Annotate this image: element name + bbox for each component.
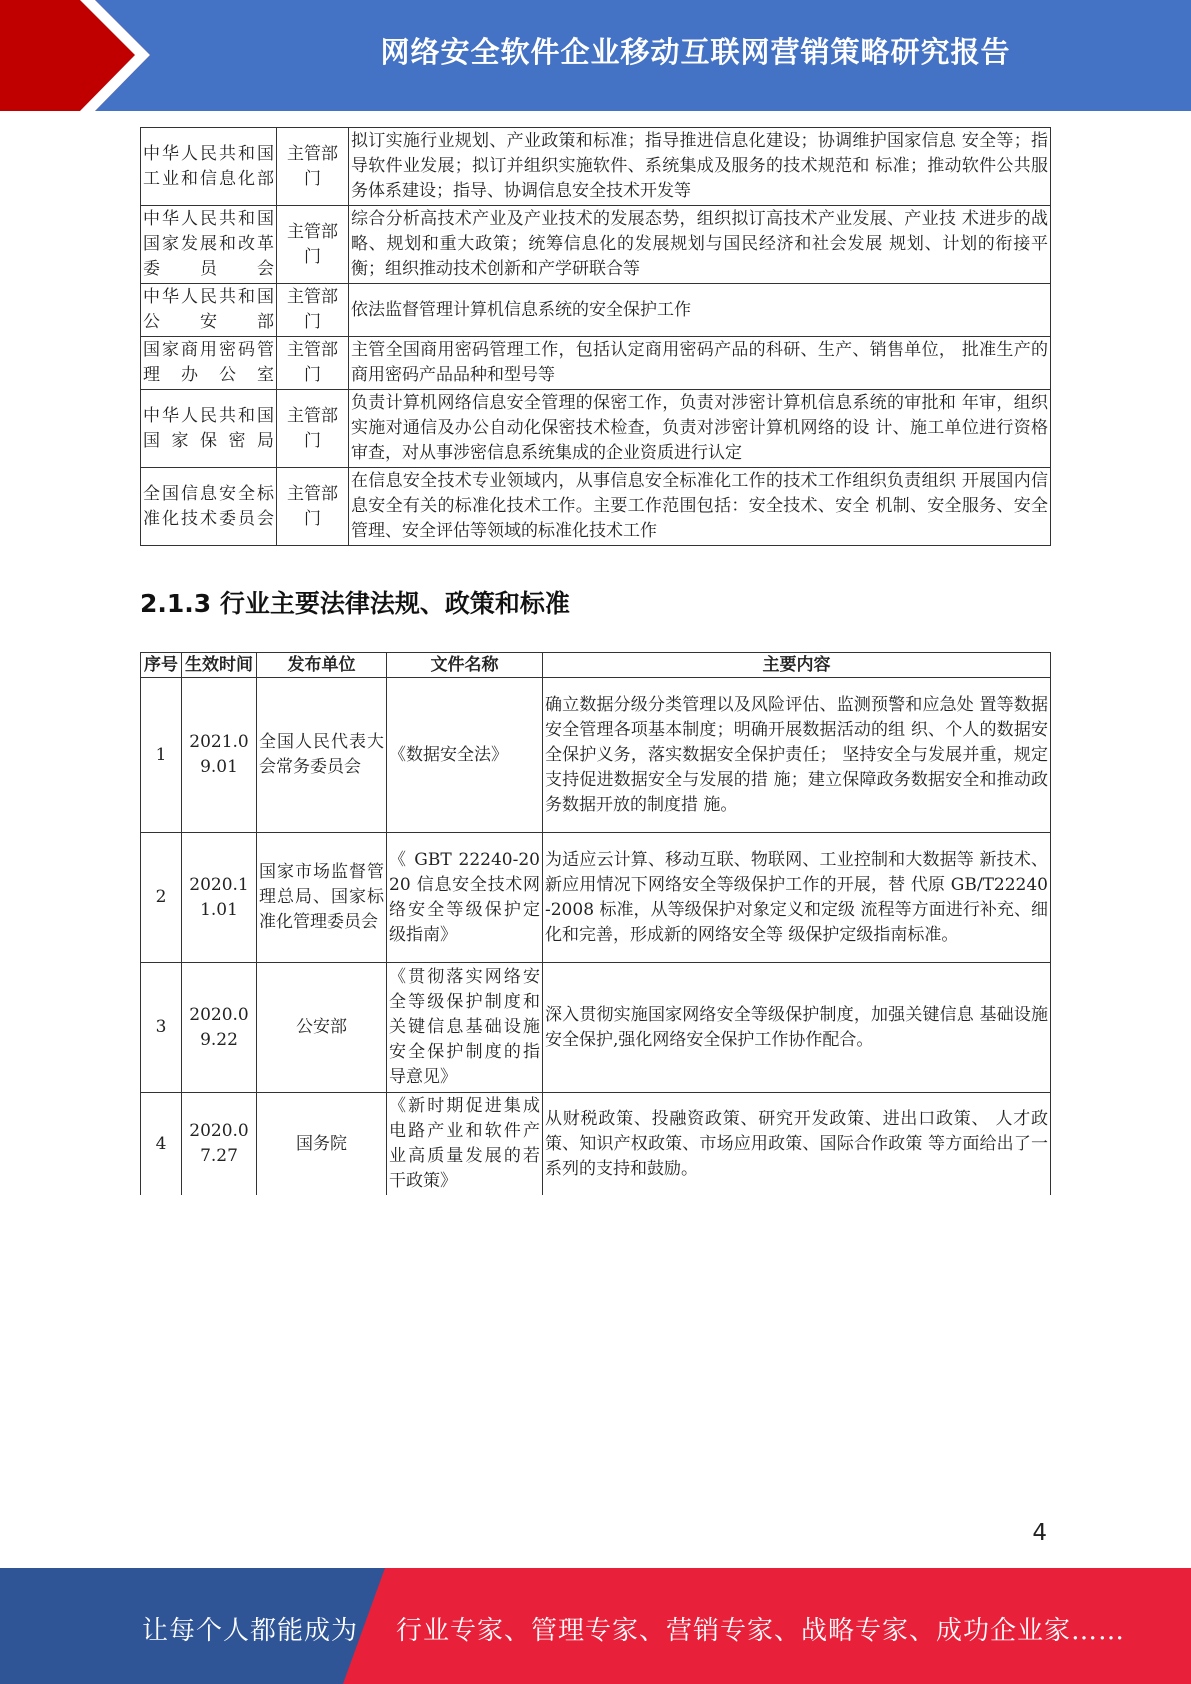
table-row <box>141 833 1051 963</box>
department-type: 主管部门 <box>277 206 349 284</box>
row-content: 确立数据分级分类管理以及风险评估、监测预警和应急处 置等数据安全管理各项基本制度；明确开展数据活动的组 织、个人的数据安全保护义务，落实数据安全保护责任； 坚持安全与发展并重，规定支持促进数据安全与发展的措 施；建立保障政务数据安全和推动政务数据开放的制度措 施。 <box>543 678 1051 833</box>
row-date: 2020.07.27 <box>182 1093 257 1196</box>
page-number: 4 <box>1032 1520 1047 1546</box>
table-row <box>141 468 1051 546</box>
row-doc: 《贯彻落实网络安全等级保护制度和关键信息基础设施安全保护制度的指导意见》 <box>387 963 543 1093</box>
row-date: 2020.09.22 <box>182 963 257 1093</box>
table-row <box>141 206 1051 284</box>
table-row <box>141 390 1051 468</box>
row-doc: 《 GBT 22240-2020 信息安全技术网络安全等级保护定级指南》 <box>387 833 543 963</box>
department-duties: 综合分析高技术产业及产业技术的发展态势，组织拟订高技术产业发展、产业技 术进步的战略、规划和重大政策；统筹信息化的发展规划与国民经济和社会发展 规划、计划的衔接平衡；组织推动技术创新和产学研联合等 <box>349 206 1051 284</box>
row-unit: 国家市场监督管理总局、国家标准化管理委员会 <box>257 833 387 963</box>
table-row <box>141 1093 1051 1196</box>
header-content: 主要内容 <box>543 653 1051 678</box>
departments-table <box>140 127 1051 546</box>
header-date: 生效时间 <box>182 653 257 678</box>
department-duties: 主管全国商用密码管理工作，包括认定商用密码产品的科研、生产、销售单位， 批准生产的商用密码产品品种和型号等 <box>349 337 1051 390</box>
department-name: 国家商用密码管理办公室 <box>141 337 277 390</box>
row-content: 从财税政策、投融资政策、研究开发政策、进出口政策、 人才政策、知识产权政策、市场应用政策、国际合作政策 等方面给出了一系列的支持和鼓励。 <box>543 1093 1051 1196</box>
section-heading: 2.1.3 行业主要法律法规、政策和标准 <box>140 589 570 618</box>
department-duties: 依法监督管理计算机信息系统的安全保护工作 <box>349 284 1051 337</box>
row-content: 为适应云计算、移动互联、物联网、工业控制和大数据等 新技术、新应用情况下网络安全等级保护工作的开展，替 代原 GB/T22240-2008 标准，从等级保护对象定义和定级 流程等方面进行补充、细化和完善，形成新的网络安全等 级保护定级指南标准。 <box>543 833 1051 963</box>
row-date: 2021.09.01 <box>182 678 257 833</box>
page-footer <box>0 1568 1191 1684</box>
department-type: 主管部门 <box>277 128 349 206</box>
department-name: 中华人民共和国工业和信息化部 <box>141 128 277 206</box>
department-type: 主管部门 <box>277 390 349 468</box>
row-num: 1 <box>141 678 182 833</box>
department-type: 主管部门 <box>277 337 349 390</box>
table-row <box>141 678 1051 833</box>
row-num: 4 <box>141 1093 182 1196</box>
row-num: 2 <box>141 833 182 963</box>
header-arrow-icon <box>0 0 160 111</box>
row-date: 2020.11.01 <box>182 833 257 963</box>
footer-slogan-left: 让每个人都能成为 <box>142 1616 359 1646</box>
row-num: 3 <box>141 963 182 1093</box>
department-duties: 在信息安全技术专业领域内，从事信息安全标准化工作的技术工作组织负责组织 开展国内信息安全有关的标准化技术工作。主要工作范围包括：安全技术、安全 机制、安全服务、安全管理、安全评估等领域的标准化技术工作 <box>349 468 1051 546</box>
table-row <box>141 337 1051 390</box>
department-type: 主管部门 <box>277 468 349 546</box>
department-name: 全国信息安全标准化技术委员会 <box>141 468 277 546</box>
header-unit: 发布单位 <box>257 653 387 678</box>
department-duties: 拟订实施行业规划、产业政策和标准；指导推进信息化建设；协调维护国家信息 安全等；指导软件业发展；拟订并组织实施软件、系统集成及服务的技术规范和 标准；推动软件公共服务体系建设；指导、协调信息安全技术开发等 <box>349 128 1051 206</box>
department-name: 中华人民共和国国家保密局 <box>141 390 277 468</box>
report-title: 网络安全软件企业移动互联网营销策略研究报告 <box>380 35 1011 69</box>
header-doc: 文件名称 <box>387 653 543 678</box>
row-unit: 全国人民代表大会常务委员会 <box>257 678 387 833</box>
table-row <box>141 284 1051 337</box>
department-name: 中华人民共和国国家发展和改革委员会 <box>141 206 277 284</box>
department-duties: 负责计算机网络信息安全管理的保密工作，负责对涉密计算机信息系统的审批和 年审，组织实施对通信及办公自动化保密技术检查，负责对涉密计算机网络的设 计、施工单位进行资格审查，对从事涉密信息系统集成的企业资质进行认定 <box>349 390 1051 468</box>
table-header-row <box>141 653 1051 678</box>
row-doc: 《新时期促进集成电路产业和软件产业高质量发展的若干政策》 <box>387 1093 543 1196</box>
table-row <box>141 963 1051 1093</box>
row-unit: 国务院 <box>257 1093 387 1196</box>
laws-table <box>140 652 1051 1195</box>
row-unit: 公安部 <box>257 963 387 1093</box>
header-num: 序号 <box>141 653 182 678</box>
page-header <box>0 0 1191 111</box>
footer-slogan-right: 行业专家、管理专家、营销专家、战略专家、成功企业家…… <box>396 1616 1126 1646</box>
department-type: 主管部门 <box>277 284 349 337</box>
table-row <box>141 128 1051 206</box>
department-name: 中华人民共和国公安部 <box>141 284 277 337</box>
row-content: 深入贯彻实施国家网络安全等级保护制度，加强关键信息 基础设施安全保护,强化网络安全保护工作协作配合。 <box>543 963 1051 1093</box>
row-doc: 《数据安全法》 <box>387 678 543 833</box>
